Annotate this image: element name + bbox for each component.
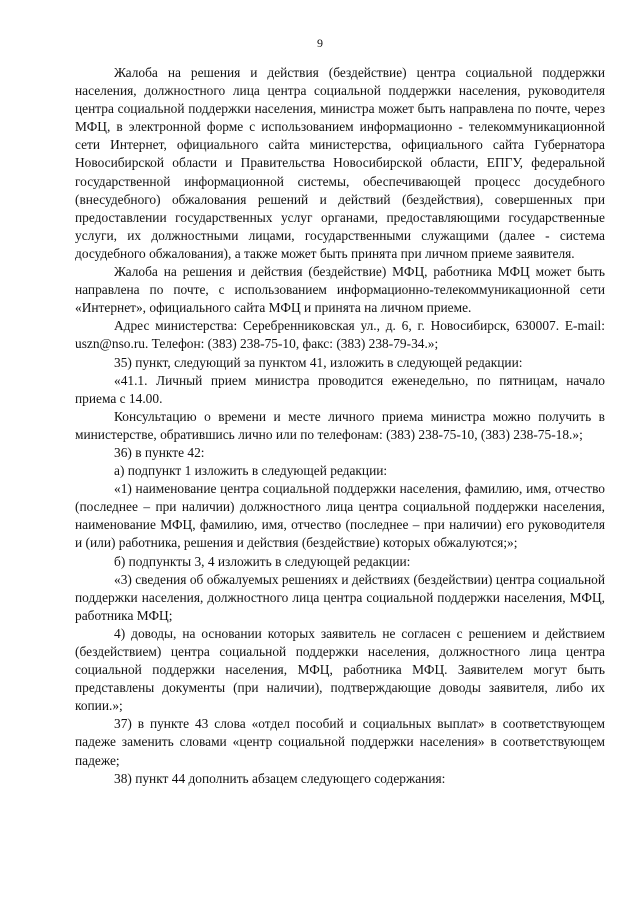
paragraph-complaint-mfc: Жалоба на решения и действия (бездействие) МФЦ, работника МФЦ может быть направлена по почте, с использованием информационно-телекоммуникационной сети «Интернет», официального сайта МФЦ и принята на личном приеме.: [75, 264, 605, 316]
paragraph-ministry-address: Адрес министерства: Серебренниковская ул., д. 6, г. Новосибирск, 630007. E-mail: uszn@nso.ru. Телефон: (383) 238-75-10, факс: (383) 238-79-34.»;: [75, 318, 605, 352]
paragraph-subitem-3: «3) сведения об обжалуемых решениях и действиях (бездействии) центра социальной поддержки населения, должностного лица центра социальной поддержки населения, МФЦ, работника МФЦ;: [75, 571, 605, 623]
paragraph-subitem-4: 4) доводы, на основании которых заявитель не согласен с решением и действием (бездействием) центра социальной поддержки населения, должностного лица центра социальной поддержки населения, МФЦ, работника МФЦ. Заявителем могут быть представлены документы (при наличии), подтверждающие доводы заявителя, либо их копии.»;: [75, 625, 605, 714]
paragraph-item-36: 36) в пункте 42:: [114, 444, 205, 460]
paragraph-subitem-a: а) подпункт 1 изложить в следующей редакции:: [114, 463, 388, 479]
paragraph-item-37: 37) в пункте 43 слова «отдел пособий и социальных выплат» в соответствующем падеже заменить словами «центр социальной поддержки населения» в соответствующем падеже;: [75, 716, 605, 768]
document-body: [75, 64, 605, 788]
paragraph-item-35: 35) пункт, следующий за пунктом 41, изложить в следующей редакции:: [114, 354, 523, 370]
paragraph-item-38: 38) пункт 44 дополнить абзацем следующего содержания:: [114, 770, 446, 786]
paragraph-subitem-b: б) подпункты 3, 4 изложить в следующей редакции:: [114, 553, 411, 569]
page-number: 9: [317, 36, 323, 50]
paragraph-consultation: Консультацию о времени и месте личного приема министра можно получить в министерстве, обратившись лично или по телефонам: (383) 238-75-10, (383) 238-75-18.»;: [75, 408, 605, 442]
paragraph-complaint-ministry: Жалоба на решения и действия (бездействие) центра социальной поддержки населения, должностного лица центра социальной поддержки населения, руководителя центра социальной поддержки населения, министра может быть направлена по почте, через МФЦ, в электронной форме с использованием информационно - телекоммуникационной сети Интернет, официального сайта министерства, официального сайта Губернатора Новосибирской области и Правительства Новосибирской области, ЕПГУ, федеральной государственной информационной системы, обеспечивающей процесс досудебного (внесудебного) обжалования решений и действий (бездействия), совершенных при предоставлении государственных услуг органами, предоставляющими государственные услуги, их должностными лицами, государственными служащими (далее - система досудебного обжалования), а также может быть принята при личном приеме заявителя.: [75, 65, 605, 261]
paragraph-subitem-1: «1) наименование центра социальной поддержки населения, фамилию, имя, отчество (последнее – при наличии) должностного лица центра социальной поддержки населения, наименование МФЦ, фамилию, имя, отчество (последнее – при наличии) его руководителя и (или) работника, решения и действия (бездействие) которых обжалуются;»;: [75, 481, 605, 551]
paragraph-item-41-1: «41.1. Личный прием министра проводится еженедельно, по пятницам, начало приема с 14.00.: [75, 372, 605, 406]
